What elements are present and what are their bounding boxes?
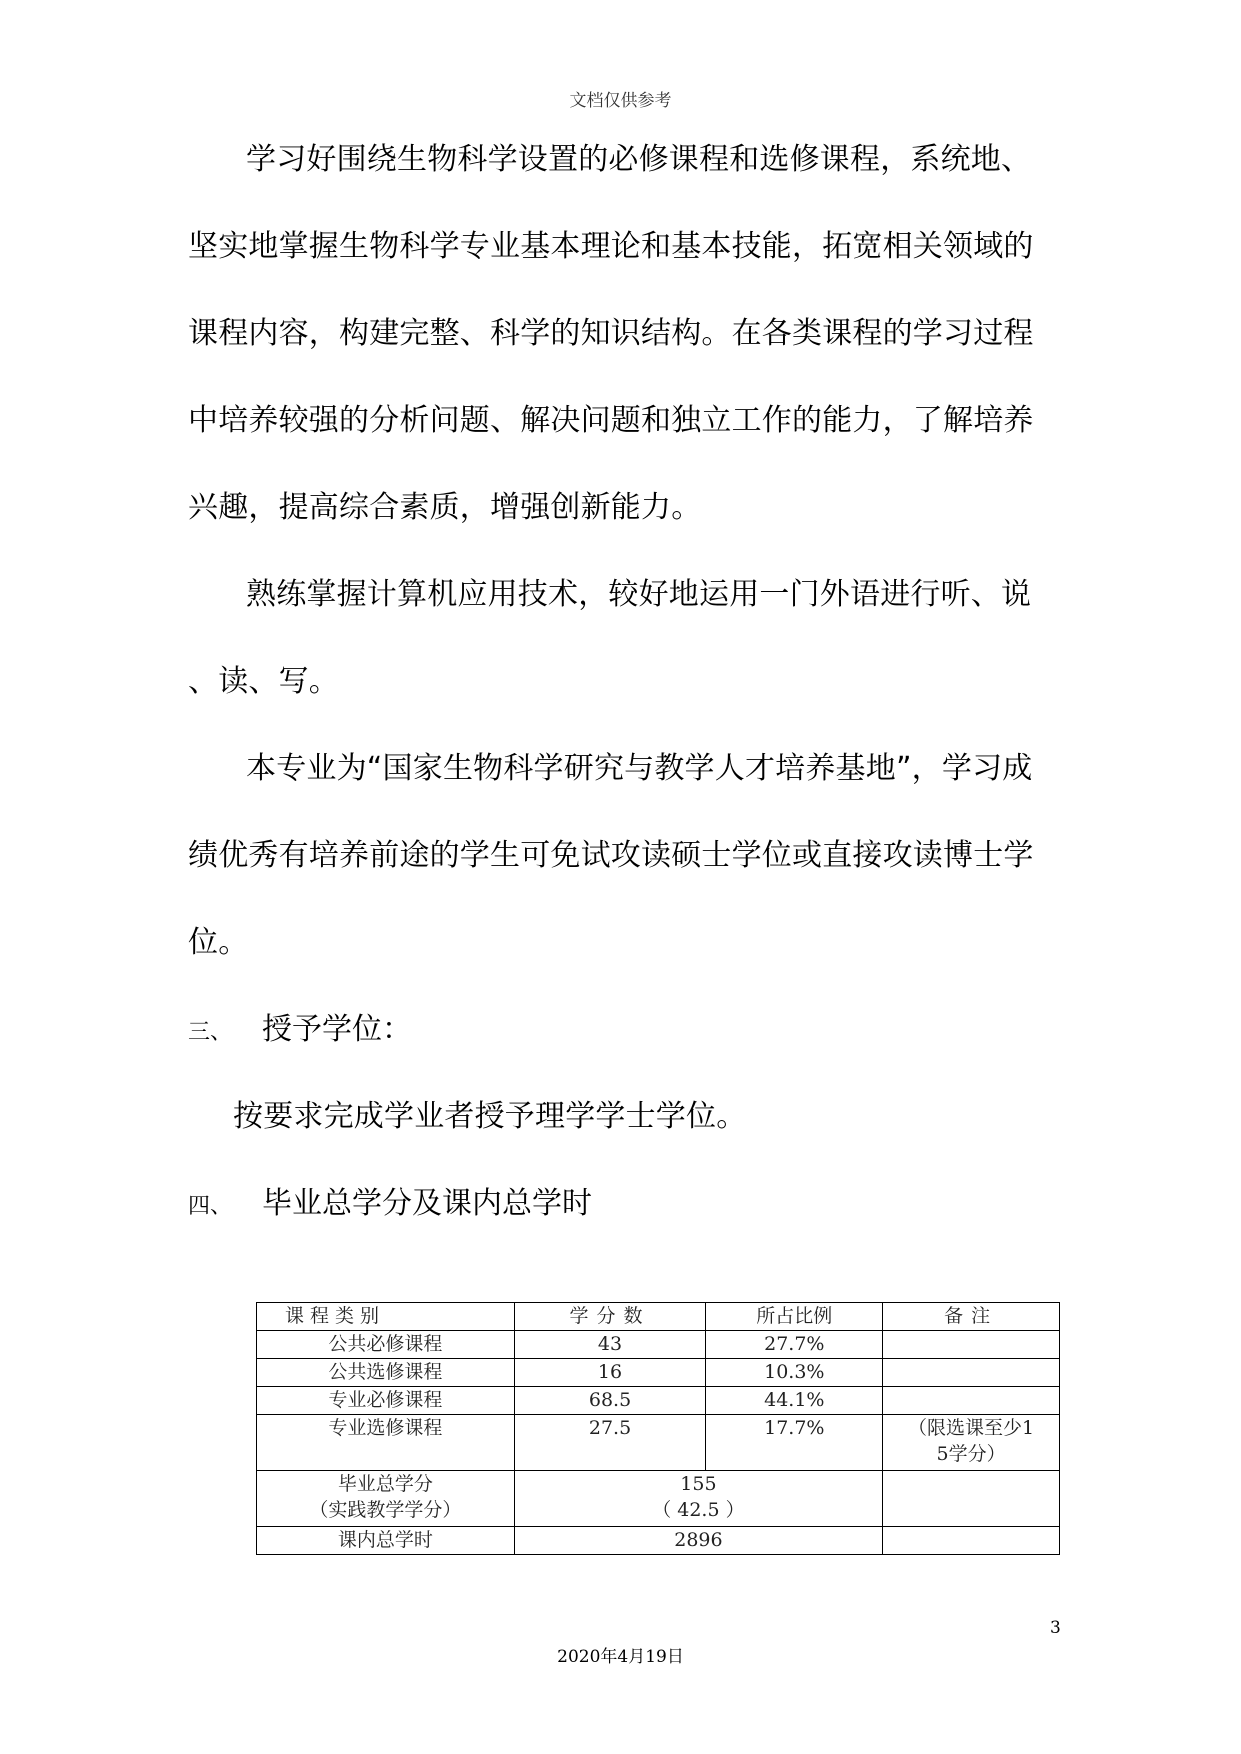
category-cell: 专业必修课程	[257, 1387, 515, 1415]
ratio-cell: 17.7%	[706, 1415, 883, 1471]
table-row	[257, 1359, 1060, 1387]
paragraph-2-line-1: 熟练掌握计算机应用技术，较好地运用一门外语进行听、说	[246, 577, 1032, 612]
credits-cell: 43	[514, 1331, 706, 1359]
footer-date: 2020年4月19日	[557, 1647, 684, 1667]
credits-cell: 68.5	[514, 1387, 706, 1415]
note-cell	[883, 1387, 1060, 1415]
paragraph-1-line-4: 中培养较强的分析问题、解决问题和独立工作的能力，了解培养	[188, 403, 1034, 438]
header-ratio: 所占比例	[706, 1303, 883, 1331]
section-3-body: 按要求完成学业者授予理学学士学位。	[233, 1099, 747, 1134]
total-value-line-1: 155	[680, 1473, 717, 1495]
header-credits: 学分数	[514, 1303, 706, 1331]
ratio-cell: 27.7%	[706, 1331, 883, 1359]
total-value-line-2: （ 42.5 ）	[652, 1499, 745, 1521]
note-cell	[883, 1331, 1060, 1359]
paragraph-1-line-3: 课程内容，构建完整、科学的知识结构。在各类课程的学习过程	[188, 316, 1034, 351]
paragraph-3-line-3: 位。	[188, 925, 249, 960]
paragraph-3-line-1: 本专业为“国家生物科学研究与教学人才培养基地”，学习成	[246, 751, 1033, 786]
table-row	[257, 1387, 1060, 1415]
table-row	[257, 1415, 1060, 1471]
header-category: 课程类别	[257, 1303, 515, 1331]
credits-table	[256, 1302, 1060, 1555]
note-cell	[883, 1359, 1060, 1387]
total-note-cell	[883, 1471, 1060, 1527]
section-3-number: 三、	[188, 1020, 233, 1045]
credits-cell: 27.5	[514, 1415, 706, 1471]
table-total-row	[257, 1471, 1060, 1527]
table-hours-row	[257, 1527, 1060, 1555]
table-header-row	[257, 1303, 1060, 1331]
category-cell: 公共必修课程	[257, 1331, 515, 1359]
section-4-number: 四、	[188, 1194, 233, 1219]
paragraph-2-line-2: 、读、写。	[188, 664, 339, 699]
header-note: 备注	[883, 1303, 1060, 1331]
note-line-2: 5学分）	[936, 1443, 1006, 1465]
page-header: 文档仅供参考	[569, 91, 672, 111]
hours-value-cell: 2896	[514, 1527, 883, 1555]
ratio-cell: 44.1%	[706, 1387, 883, 1415]
paragraph-1-line-5: 兴趣，提高综合素质，增强创新能力。	[188, 490, 702, 525]
total-label-line-2: （实践教学学分）	[309, 1499, 462, 1521]
ratio-cell: 10.3%	[706, 1359, 883, 1387]
total-value-cell	[514, 1471, 883, 1527]
paragraph-3-line-2: 绩优秀有培养前途的学生可免试攻读硕士学位或直接攻读博士学	[188, 838, 1034, 873]
table-row	[257, 1331, 1060, 1359]
paragraph-1-line-1: 学习好围绕生物科学设置的必修课程和选修课程，系统地、	[246, 142, 1032, 177]
total-label-cell	[257, 1471, 515, 1527]
section-4-title: 毕业总学分及课内总学时	[262, 1186, 592, 1221]
category-cell: 公共选修课程	[257, 1359, 515, 1387]
hours-note-cell	[883, 1527, 1060, 1555]
hours-label-cell: 课内总学时	[257, 1527, 515, 1555]
category-cell: 专业选修课程	[257, 1415, 515, 1471]
section-3-title: 授予学位：	[262, 1012, 412, 1047]
section-3-heading	[188, 1010, 412, 1053]
section-4-heading	[188, 1184, 592, 1227]
page-number: 3	[1050, 1618, 1061, 1638]
credits-cell: 16	[514, 1359, 706, 1387]
paragraph-1-line-2: 坚实地掌握生物科学专业基本理论和基本技能，拓宽相关领域的	[188, 229, 1034, 264]
total-label-line-1: 毕业总学分	[337, 1473, 433, 1495]
note-cell	[883, 1415, 1060, 1471]
note-line-1: （限选课至少1	[908, 1417, 1035, 1439]
